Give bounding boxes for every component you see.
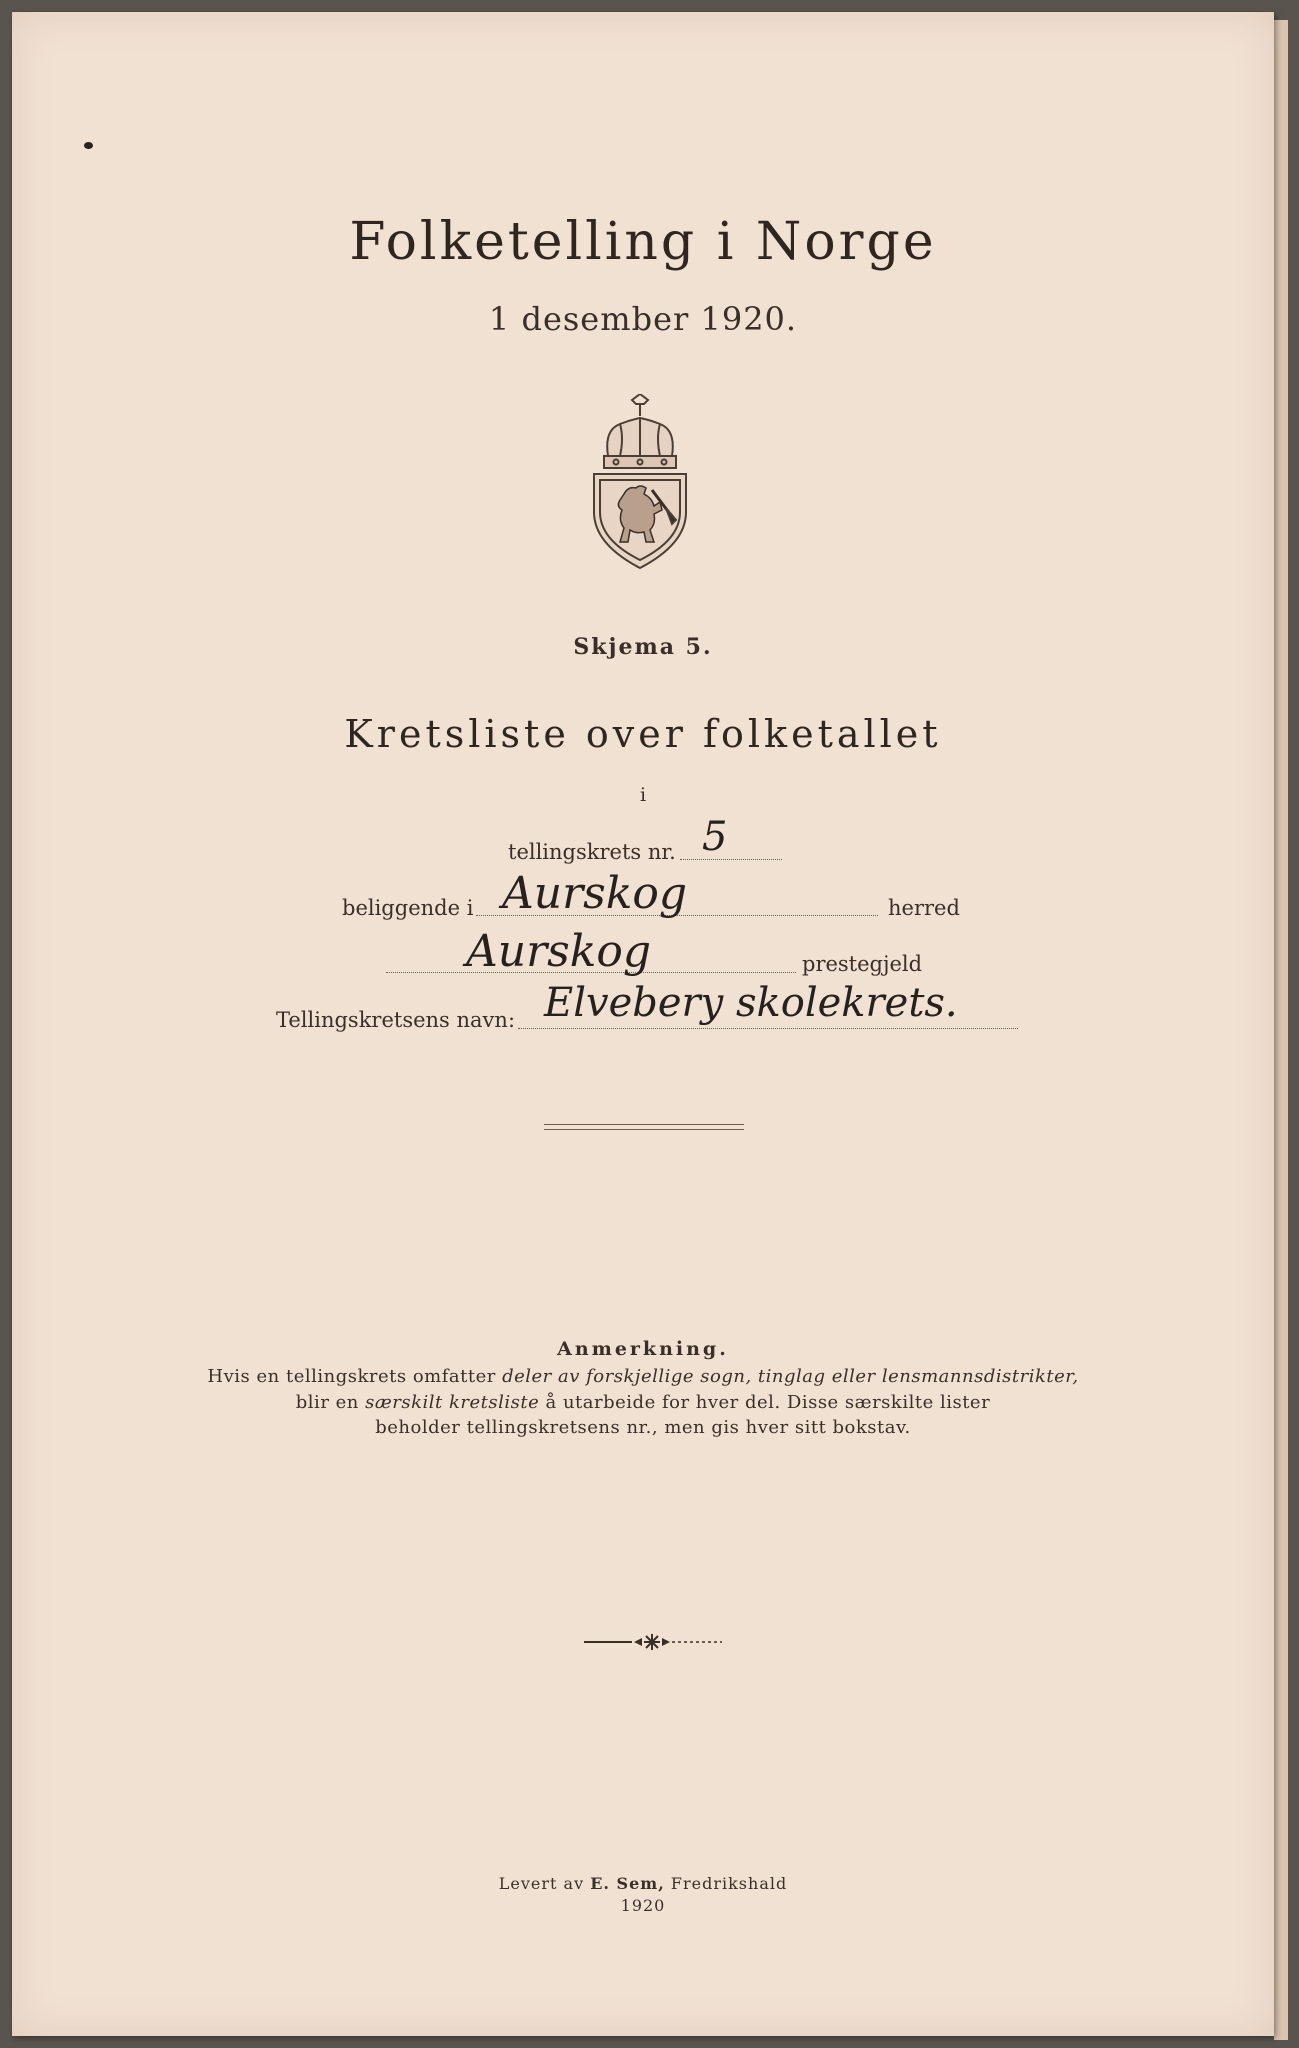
section-divider-bottom [544, 1129, 744, 1130]
note-line-1-start: Hvis en tellingskrets omfatter [207, 1366, 503, 1387]
schema-number: Skjema 5. [573, 634, 713, 660]
ink-spot [84, 142, 93, 149]
printer-prefix: Levert av [498, 1874, 591, 1893]
note-line-3: beholder tellingskretsens nr., men gis hver sitt bokstav. [375, 1417, 911, 1438]
located-in-label: beliggende i [342, 896, 474, 920]
district-number-label: tellingskrets nr. [508, 840, 676, 864]
printer-year: 1920 [620, 1896, 666, 1915]
note-line-2-emphasis: særskilt kretsliste [365, 1392, 540, 1413]
printer-line [12, 1874, 1274, 1893]
district-number-line [680, 847, 782, 860]
note-line-1-emphasis: deler av forskjellige sogn, tinglag eller lensmannsdistrikter, [502, 1366, 1079, 1387]
note-line-1 [12, 1366, 1274, 1387]
note-line-2 [12, 1392, 1274, 1413]
district-name-value: Elvebery skolekrets. [544, 980, 958, 1026]
connector-word: i [639, 784, 647, 806]
located-in-value: Aurskog [502, 868, 688, 919]
parish-label: prestegjeld [802, 952, 923, 976]
page-edge [1274, 20, 1288, 2040]
parish-value: Aurskog [466, 926, 652, 977]
district-number-value: 5 [702, 814, 728, 860]
note-line-2-start: blir en [295, 1392, 366, 1413]
printer-name: E. Sem, [590, 1874, 665, 1893]
district-name-label: Tellingskretsens navn: [276, 1008, 516, 1032]
form-heading: Kretsliste over folketallet [344, 712, 942, 756]
section-divider-top [544, 1124, 744, 1125]
printer-place: Fredrikshald [664, 1874, 788, 1893]
herred-label: herred [888, 896, 960, 920]
ornament-divider-icon [572, 1632, 732, 1652]
note-title: Anmerkning. [557, 1338, 729, 1360]
note-line-2-end: å utarbeide for hver del. Disse særskilte lister [539, 1392, 991, 1413]
census-form-page [12, 12, 1274, 2036]
coat-of-arms-icon [590, 394, 690, 572]
page-title: Folketelling i Norge [349, 212, 937, 272]
census-date: 1 desember 1920. [488, 300, 798, 338]
